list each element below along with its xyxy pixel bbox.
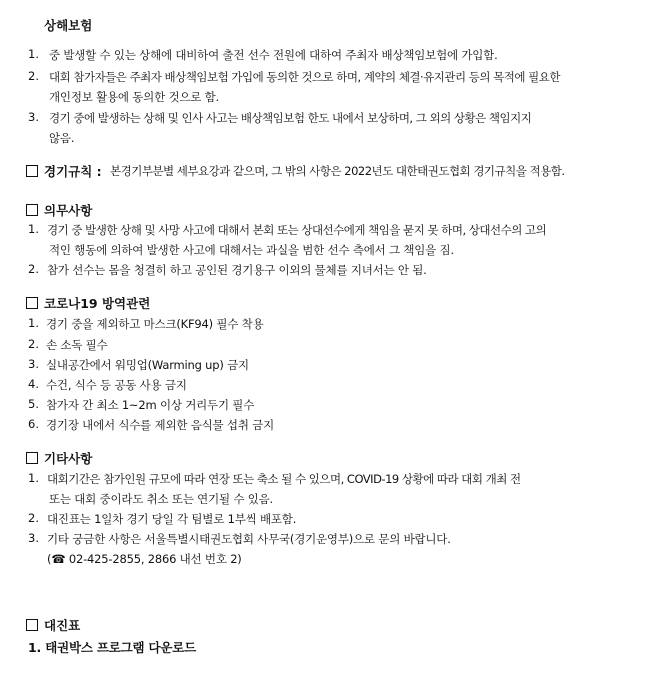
covid-item-1-text: 경기 중을 제외하고 마스크(KF94) 필수 착용 xyxy=(46,317,264,331)
duty-item-2-number: 2. xyxy=(28,262,39,276)
duty-item-1-text-line2: 적인 행동에 의하여 발생한 사고에 대해서는 과실을 범한 선수 측에서 그 책임을 짐. xyxy=(49,243,454,257)
insurance-item-1-number: 1. xyxy=(28,47,39,61)
etc-item-3-number: 3. xyxy=(28,531,39,545)
etc-item-3-text: 기타 궁금한 사항은 서울특별시태권도협회 사무국(경기운영부)으로 문의 바랍니다. xyxy=(47,532,451,546)
etc-title: 기타사항 xyxy=(44,451,93,466)
checkbox-square-icon xyxy=(26,619,38,631)
checkbox-square-icon xyxy=(26,204,38,216)
insurance-item-2-text-line1: 대회 참가자들은 주최자 배상책임보험 가입에 동의한 것으로 하며, 계약의 체결·유지관리 등의 목적에 필요한 xyxy=(49,70,560,84)
duty-title: 의무사항 xyxy=(44,203,93,218)
insurance-item-2-text-line2: 개인정보 활용에 동의한 것으로 함. xyxy=(49,90,220,104)
covid-item-5-number: 5. xyxy=(28,397,39,411)
insurance-item-2-number: 2. xyxy=(28,69,39,83)
duty-item-1-text-line1: 경기 중 발생한 상해 및 사망 사고에 대해서 본회 또는 상대선수에게 책임을 묻지 못 하며, 상대선수의 고의 xyxy=(47,223,547,237)
covid-item-3-text: 실내공간에서 워밍업(Warming up) 금지 xyxy=(46,358,249,372)
checkbox-square-icon xyxy=(26,165,38,177)
checkbox-square-icon xyxy=(26,297,38,309)
covid-item-2-number: 2. xyxy=(28,337,39,351)
etc-item-2-number: 2. xyxy=(28,511,39,525)
etc-item-1-number: 1. xyxy=(28,471,39,485)
covid-title: 코로나19 방역관련 xyxy=(44,296,151,311)
duty-item-1-number: 1. xyxy=(28,222,39,236)
covid-heading xyxy=(26,294,150,312)
etc-item-1-text-line2: 또는 대회 중이라도 취소 또는 연기될 수 있음. xyxy=(49,492,274,506)
covid-item-6-number: 6. xyxy=(28,417,39,431)
etc-item-1-text-line1: 대회기간은 참가인원 규모에 따라 연장 또는 축소 될 수 있으며, COVID-19 상황에 따라 대회 개최 전 xyxy=(47,472,521,486)
bracket-title: 대진표 xyxy=(44,618,81,633)
insurance-item-3-text-line1: 경기 중에 발생하는 상해 및 인사 사고는 배상책임보험 한도 내에서 보상하며, 그 외의 상황은 책임지지 xyxy=(49,111,532,125)
covid-item-3-number: 3. xyxy=(28,357,39,371)
rules-heading xyxy=(26,162,102,180)
checkbox-square-icon xyxy=(26,452,38,464)
covid-item-6-text: 경기장 내에서 식수를 제외한 음식물 섭취 금지 xyxy=(46,418,275,432)
covid-item-4-number: 4. xyxy=(28,377,39,391)
rules-text: 본경기부분별 세부요강과 같으며, 그 밖의 사항은 2022년도 대한태권도협회 경기규칙을 적용함. xyxy=(110,164,565,178)
insurance-item-3-number: 3. xyxy=(28,110,39,124)
duty-item-2-text: 참가 선수는 몸을 청결히 하고 공인된 경기용구 이외의 물체를 지녀서는 안 됨. xyxy=(47,263,427,277)
etc-heading xyxy=(26,449,92,467)
covid-item-5-text: 참가자 간 최소 1~2m 이상 거리두기 필수 xyxy=(46,398,255,412)
insurance-title: 상해보험 xyxy=(44,18,93,33)
duty-heading xyxy=(26,201,92,219)
rules-title: 경기규칙 : xyxy=(44,164,102,179)
insurance-item-3-text-line2: 않음. xyxy=(49,131,75,145)
covid-item-1-number: 1. xyxy=(28,316,39,330)
etc-contact: (☎ 02-425-2855, 2866 내선 번호 2) xyxy=(47,552,242,566)
insurance-item-1-text: 중 발생할 수 있는 상해에 대비하여 출전 선수 전원에 대하여 주최자 배상책임보험에 가입함. xyxy=(49,48,498,62)
bracket-heading xyxy=(26,616,80,634)
covid-item-4-text: 수건, 식수 등 공동 사용 금지 xyxy=(46,378,187,392)
etc-item-2-text: 대진표는 1일차 경기 당일 각 팀별로 1부씩 배포함. xyxy=(47,512,297,526)
bracket-download-item: 1. 태권박스 프로그램 다운로드 xyxy=(28,640,197,655)
covid-item-2-text: 손 소독 필수 xyxy=(46,338,108,352)
